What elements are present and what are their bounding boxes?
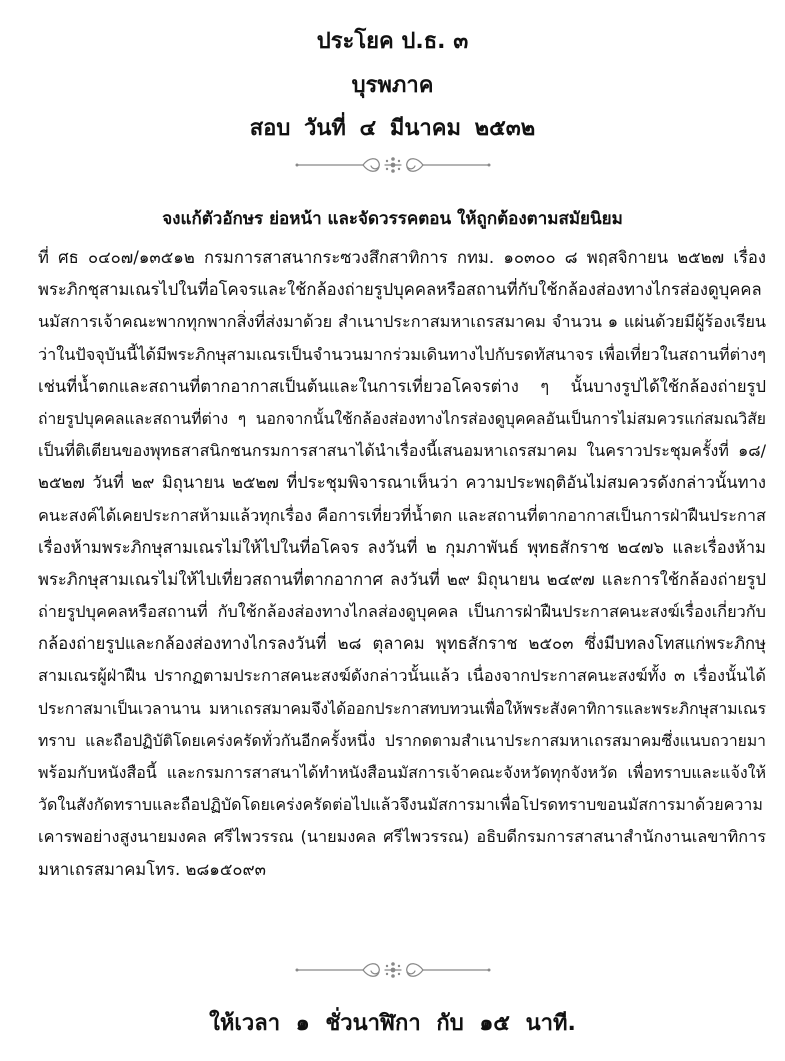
passage-line: สามเณรผู้ฝ่าฝืน ปรากฏตามประกาสคนะสงฆ์ดังกล่าวนั้นแล้ว เนื่องจากประกาสคนะสงฆ์ทั้ง ๓ เรื่องนั้นได้ <box>38 666 766 686</box>
passage-line: เคารพอย่างสูงนายมงคล ศรีไพวรรณ (นายมงคล ศรีไพวรรณ) อธิบดีกรมการสาสนาสำนักงานเลขาทิการ <box>38 827 766 847</box>
passage-line: นมัสการเจ้าคณะพากทุกพากสิ่งที่ส่งมาด้วย สำเนาประกาสมหาเถรสมาคม จำนวน ๑ แผ่นด้วยมีผู้ร้องเรียน <box>38 312 766 332</box>
passage-line: ๒๕๒๗ วันที่ ๒๙ มิถุนายน ๒๕๒๗ ที่ประชุมพิจารณาเห็นว่า ความประพฤติอันไม่สมควรดังกล่าวนั้นทาง <box>38 473 766 493</box>
exam-passage <box>38 242 766 886</box>
passage-line: ถ่ายรูปบุคคลหรือสถานที่ กับใช้กล้องส่องทางไกลส่องดูบุคคล เป็นการฝ่าฝืนประกาสคนะสงฆ์เรื่องเกี่ยวกับ <box>38 602 766 622</box>
passage-line: เรื่องห้ามพระภิกษุสามเณรไม่ให้ไปในที่อโคจร ลงวันที่ ๒ กุมภาพันธ์ พุทธสักราช ๒๔๗๖ และเรื่องห้าม <box>38 537 766 557</box>
passage-line: กล้องถ่ายรูปและกล้องส่องทางไกรลงวันที่ ๒๘ ตุลาคม พุทธสักราช ๒๕๐๓ ซึ่งมีบทลงโทสแก่พระภิกษุ <box>38 634 766 654</box>
ornament-divider-bottom <box>0 958 785 982</box>
passage-line: คนะสงค์ได้เคยประกาสห้ามแล้วทุกเรื่อง คือการเที่ยวที่น้ำตก และสถานที่ตากอากาสเป็นการฝ่าฝืนประกาส <box>38 505 766 525</box>
section-title: บุรพภาค <box>351 73 434 98</box>
passage-line: วัดในสังกัดทราบและถือปฏิบัดโดยเคร่งครัดต่อไปแล้วจึงนมัสการมาเพื่อโปรดทราบขอนมัสการมาด้วยความ <box>38 795 763 815</box>
passage-line: พระภิกชุสามเณรไปในที่อโคจรและใช้กล้องถ่ายรูปบุคคลหรือสถานที่กับใช้กล้องส่องทางไกรส่องดูบุคคล <box>38 280 762 300</box>
passage-line: ถ่ายรูปบุคคลและสถานที่ต่าง ๆ นอกจากนั้นใช้กล้องส่องทางไกรส่องดูบุคคลอันเป็นการไม่สมควรแก่สมณวิสัย <box>38 408 766 428</box>
exam-instruction: จงแก้ตัวอักษร ย่อหน้า และจัดวรรคตอน ให้ถูกต้องตามสมัยนิยม <box>162 209 623 229</box>
passage-line: พระภิกษุสามเณรไม่ให้ไปเที่ยวสถานที่ตากอากาศ ลงวันที่ ๒๙ มิถุนายน ๒๔๙๗ และการใช้กล้องถ่ายรูป <box>38 569 766 589</box>
passage-line: ทราบ และถือปฏิบัติโดยเคร่งครัดทั่วกันอีกครั้งหนึ่ง ปรากดตามสำเนาประกาสมหาเถรสมาคมซึ่งแนบถวายมา <box>38 730 766 750</box>
passage-line: เช่นที่น้ำตกและสถานที่ตากอากาสเป็นต้นและในการเที่ยวอโคจรต่าง ๆ นั้นบางรูปได้ใช้กล้องถ่ายรูป <box>38 376 766 396</box>
exam-title: ประโยค ป.ธ. ๓ <box>316 29 469 54</box>
passage-line: พร้อมกับหนังสือนี้ และกรมการสาสนาได้ทำหนังสือนมัสการเจ้าคณะจังหวัดทุกจังหวัด เพื่อทราบและแจ้งให้ <box>38 763 766 782</box>
passage-line: มหาเถรสมาคมโทร. ๒๘๑๕๐๙๓ <box>38 859 267 879</box>
passage-line: ที่ ศธ ๐๔๐๗/๑๓๕๑๒ กรมการสาสนากระซวงสึกสาทิการ กทม. ๑๐๓๐๐ ๘ พฤสจิกายน ๒๕๒๗ เรื่อง <box>38 248 766 267</box>
passage-line: ประกาสมาเป็นเวลานาน มหาเถรสมาคมจึงได้ออกประกาสทบทวนเพื่อให้พระสังคาทิการและพระภิกษุสามเณร <box>38 698 766 718</box>
passage-line: ว่าในปัจจุบันนี้ได้มีพระภิกษุสามเณรเป็นจำนวนมากร่วมเดินทางไปกับรดทัสนาจร เพื่อเที่ยวในสถานที่ต่างๆ <box>38 344 766 364</box>
ornament-divider-top <box>0 153 785 177</box>
exam-date: สอบ วันที่ ๔ มีนาคม ๒๕๓๒ <box>249 116 536 141</box>
time-allowed: ให้เวลา ๑ ชั่วนาฬิกา กับ ๑๕ นาที. <box>209 1011 576 1036</box>
passage-line: เป็นที่ติเตียนของพุทธสาสนิกชนกรมการสาสนาได้นำเรื่องนี้เสนอมหาเถรสมาคม ในคราวประชุมครั้งที่ ๑๘/ <box>38 441 766 461</box>
